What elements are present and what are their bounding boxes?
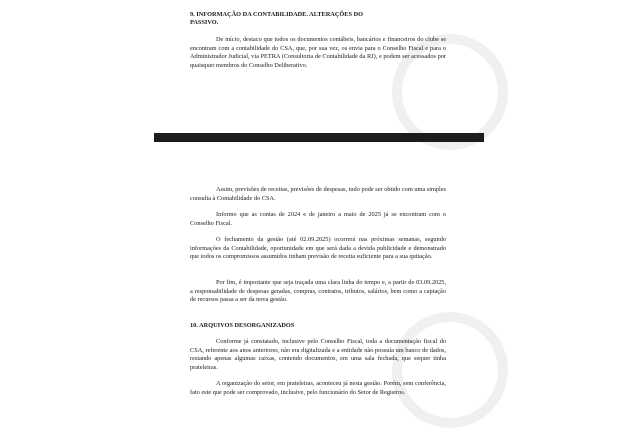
section10-paragraph-2: A organização do setor, em prateleiras, aconteceu já nesta gestão. Porém, sem conferência, fato este que pode ser comprovado, inclusive, pelo funcionário do Setor de Registros. <box>190 380 446 396</box>
page-divider <box>154 133 484 142</box>
section9-paragraph: De início, destaco que todos os documentos contábeis, bancários e financeiros do clube se encontram com a contabilidade do CSA, que, por sua vez, os envia para o Conselho Fiscal e para o Administrador Judicial, via PETRA (Consultoria de Contabilidade da RJ), e podem ser acessados por quaisquer membros do Conselho Deliberativo. <box>190 36 446 69</box>
section9-heading-line1: 9. INFORMAÇÃO DA CONTABILIDADE. ALTERAÇÕES DO <box>190 11 364 18</box>
middle-paragraph-2: Informo que as contas de 2024 e de janeiro a maio de 2025 já se encontram com o Conselho Fiscal. <box>190 211 446 227</box>
middle-paragraph-3: O fechamento da gestão (até 02.09.2025) ocorrerá nas próximas semanas, segundo informações da Contabilidade, oportunidade em que será dada a devida publicidade e demonstrado que todos os compromissos assumidos tinham previsão de receita suficiente para a sua quitação. <box>190 236 446 261</box>
middle-paragraph-1: Assim, previsões de receitas, previsões de despesas, tudo pode ser obtido com uma simples consulta à Contabilidade do CSA. <box>190 186 446 202</box>
section10-paragraph-1: Conforme já constatado, inclusive pelo Conselho Fiscal, toda a documentação fiscal do CSA, referente aos anos anteriores, não era digitalizada e a entidade não possuía um banco de dados, restando apenas algumas caixas, contendo documentos, em uma sala fechada, que sequer tinha prateleiras. <box>190 338 446 371</box>
middle-paragraph-4: Por fim, é importante que seja traçada uma clara linha do tempo e, a partir de 03.09.2025, a responsabilidade de despesas geradas, compras, contratos, tributos, salários, bem como a captação de recursos passa a ser da nova gestão. <box>190 279 446 304</box>
section9-heading-line2: PASSIVO. <box>190 19 219 26</box>
section10-heading: 10. ARQUIVOS DESORGANIZADOS <box>190 322 295 329</box>
